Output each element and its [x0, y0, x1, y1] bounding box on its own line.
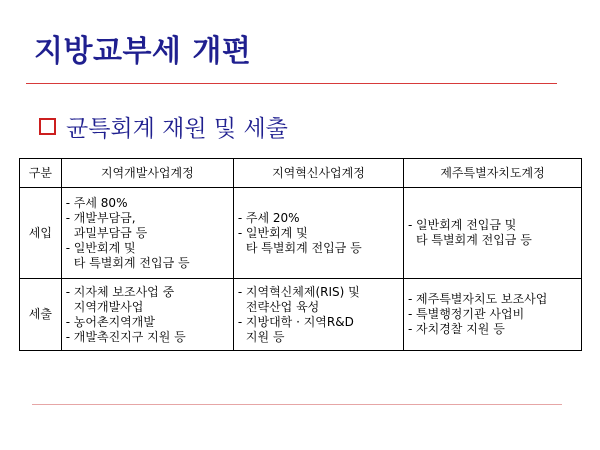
cell-revenue-jeju — [404, 188, 582, 279]
title-divider — [26, 83, 557, 84]
list-item: - 제주특별자치도 보조사업 — [408, 292, 548, 306]
cell-expenditure-jeju — [404, 279, 582, 351]
list-item: - 일반회계 전입금 및 타 특별회계 전입금 등 — [408, 218, 532, 247]
table-header-row — [20, 159, 582, 188]
cell-revenue-innovation — [233, 188, 403, 279]
list-item: - 일반회계 및 타 특별회계 전입금 등 — [65, 240, 190, 270]
list-item: - 지자체 보조사업 중 지역개발사업 — [65, 284, 175, 314]
slide-title: 지방교부세 개편 — [34, 34, 252, 69]
list-item: - 개발부담금, 과밀부담금 등 — [65, 210, 148, 240]
row-label-revenue: 세입 — [20, 188, 62, 279]
budget-table — [19, 158, 582, 351]
header-jeju: 제주특별자치도계정 — [404, 159, 582, 188]
subtitle-row — [39, 110, 288, 143]
cell-revenue-development — [61, 188, 233, 279]
hollow-square-bullet-icon — [39, 118, 56, 135]
list-item: - 일반회계 및 타 특별회계 전입금 등 — [237, 225, 362, 255]
slide-subtitle: 균특회계 재원 및 세출 — [66, 116, 288, 142]
list-item: - 주세 80% — [65, 195, 128, 210]
row-label-expenditure: 세출 — [20, 279, 62, 351]
list-item: - 지역혁신체제(RIS) 및 전략산업 육성 — [237, 284, 360, 314]
list-item: - 특별행정기관 사업비 — [408, 307, 525, 321]
header-category: 구분 — [20, 159, 62, 188]
list-item: - 개발촉진지구 지원 등 — [65, 329, 186, 344]
list-item: - 자치경찰 지원 등 — [408, 322, 505, 336]
footer-divider — [32, 404, 562, 405]
list-item: - 지방대학 · 지역R&D 지원 등 — [237, 314, 354, 344]
table-row-expenditure — [20, 279, 582, 351]
cell-expenditure-innovation — [233, 279, 403, 351]
table-row-revenue — [20, 188, 582, 279]
list-item: - 농어촌지역개발 — [65, 314, 155, 329]
header-regional-development: 지역개발사업계정 — [61, 159, 233, 188]
cell-expenditure-development — [61, 279, 233, 351]
list-item: - 주세 20% — [237, 210, 300, 225]
header-regional-innovation: 지역혁신사업계정 — [233, 159, 403, 188]
